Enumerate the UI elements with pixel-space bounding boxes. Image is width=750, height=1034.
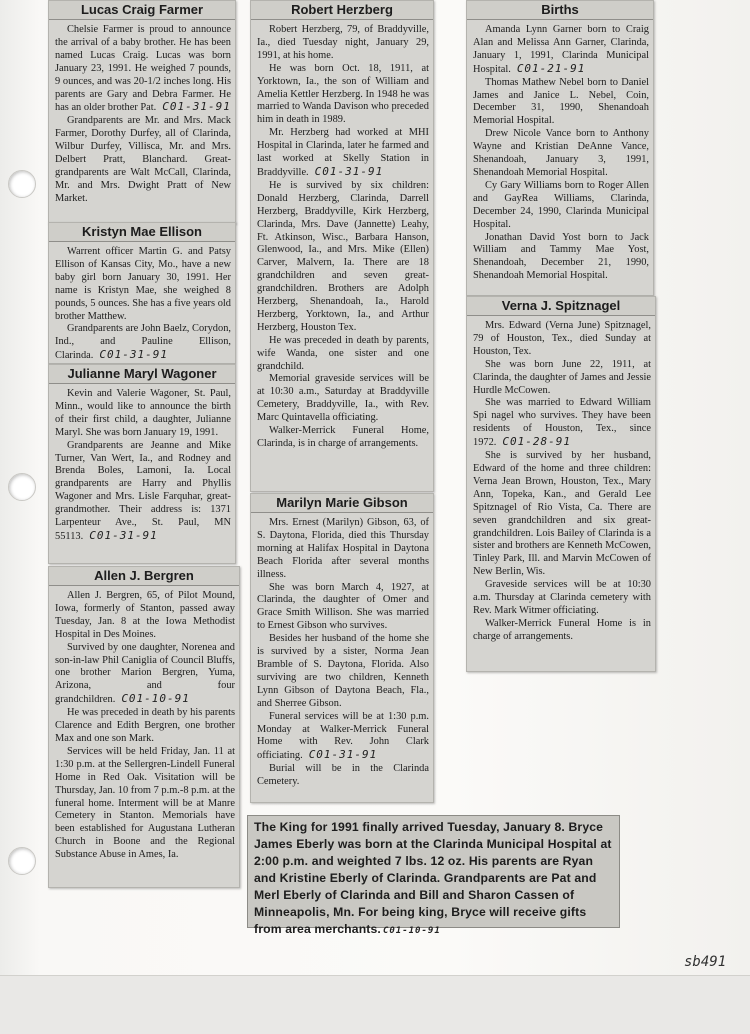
- robert-paragraph-1: Robert Herzberg, 79, of Braddyville, Ia., died Tuesday night, January 29, 1991, at his home.: [257, 24, 429, 61]
- robert-paragraph-7: Walker-Merrick Funeral Home, Clarinda, is in charge of arrangements.: [257, 425, 429, 449]
- lucas-farmer-clipping: [48, 0, 236, 224]
- allen-title: Allen J. Bergren: [49, 567, 239, 586]
- julianne-paragraph-1: Kevin and Valerie Wagoner, St. Paul, Minn., would like to announce the birth of their first child, a daughter, Julianne Maryl. She was born January 19, 1991.: [55, 388, 231, 438]
- binder-hole-middle: [8, 473, 36, 501]
- marilyn-paragraph-4: Funeral services will be at 1:30 p.m. Monday at Walker-Merrick Funeral Home with Rev. John Clark officiating. C01-31-91: [257, 710, 429, 762]
- binder-hole-bottom: [8, 847, 36, 875]
- binder-hole-top: [8, 170, 36, 198]
- allen-paragraph-4: Services will be held Friday, Jan. 11 at 1:30 p.m. at the Sellergren-Lindell Funeral Home in Red Oak. Visitation will be Thursday, Jan. 10 from 7 p.m.-8 p.m. at the funeral home. Interment will be at Manre Cemetery in Stanton. Memorials have been established for Augustana Lutheran Church in Boone and the Regional Substance Abuse in Ames, Ia.: [55, 745, 235, 861]
- births-paragraph-5: Jonathan David Yost born to Jack William and Tammy Mae Yost, Shenandoah, December 21, 1990, Shenandoah Memorial Hospital.: [473, 231, 649, 282]
- robert-paragraph-4: He is survived by six children: Donald Herzberg, Clarinda, Darrell Herzberg, Braddyville, Kirk Herzberg, Clarinda, Mrs. Dave (Jannette) Leahy, Ft. Atkinson, Wisc., Barbara Hanson, Glenwood, Ia., and Mrs. Mike (Ellen) Carver, Malvern, Ia. There are 18 grandchildren and seven great-grandchildren. Brothers are Adolph Herzberg, Shenandoah, Ia., Harold Herzberg, Yorktown, Ia., and Arthur Herzberg, Houston Tex.: [257, 179, 429, 333]
- lucas-title: Lucas Craig Farmer: [49, 1, 235, 20]
- archive-code-handwritten: sb491: [684, 954, 727, 970]
- verna-paragraph-1: Mrs. Edward (Verna June) Spitznagel, 79 of Houston, Tex., died Sunday at Houston, Tex.: [473, 320, 651, 357]
- births-paragraph-3: Drew Nicole Vance born to Anthony Wayne and Kristian DeAnne Vance, Shenandoah, January 3, 1991, Shenandoah Memorial Hospital.: [473, 128, 649, 178]
- births-handwritten-date: C01-21-91: [516, 61, 586, 75]
- births-clipping: [466, 0, 654, 296]
- robert-handwritten-date: C01-31-91: [314, 164, 384, 178]
- lucas-handwritten-date: C01-31-91: [162, 100, 231, 114]
- allen-bergren-clipping: [48, 566, 240, 888]
- verna-paragraph-3: She was married to Edward William Spi nagel who survives. They have been residents of Houston, Tex., since 1972. C01-28-91: [473, 397, 651, 449]
- julianne-wagoner-clipping: [48, 364, 236, 564]
- births-title: Births: [467, 1, 653, 20]
- robert-paragraph-6: Memorial graveside services will be at 10:30 a.m., Saturday at Braddyville Cemetery, Braddyville, Ia., with Rev. Marc Quintavella officiating.: [257, 373, 429, 424]
- marilyn-paragraph-2: She was born March 4, 1927, at Clarinda, the daughter of Omer and Grace Smith Willison. She was married to Ernest Gibson who survives.: [257, 581, 429, 632]
- verna-spitznagel-clipping: [466, 296, 656, 672]
- births-paragraph-4: Cy Gary Williams born to Roger Allen and GayRea Williams, Clarinda, December 24, 1990, Clarinda Municipal Hospital.: [473, 179, 649, 230]
- allen-paragraph-3: He was preceded in death by his parents Clarence and Edith Bergren, one brother Max and one son Mark.: [55, 707, 235, 744]
- verna-title: Verna J. Spitznagel: [467, 297, 655, 316]
- robert-paragraph-2: He was born Oct. 18, 1911, at Yorktown, Ia., the son of William and Amelia Kettler Herzberg. In 1948 he was married to Wanda Davison who preceded him in death in 1989.: [257, 62, 429, 126]
- scan-bottom-strip: [0, 975, 750, 1034]
- allen-paragraph-1: Allen J. Bergren, 65, of Pilot Mound, Iowa, formerly of Stanton, passed away Tuesday, Jan. 8 at the Iowa Methodist Hospital in Des Moines.: [55, 590, 235, 640]
- king-announcement-clipping: [247, 815, 620, 936]
- verna-paragraph-4: She is survived by her husband, Edward of the home and three children: Verna Jean Brown, Houston, Tex., Mary Ann, Topeka, Kan., and Gerald Lee Spitznagel of Rio Vista, Ca. There are seven grandchildren and six great-grandchildren. Lois Bailey of Clarinda is a sister and brothers are Kenneth McCowen, Tinley Park, Ill. and Marvin McCowen of New Berlin, Wis.: [473, 450, 651, 578]
- julianne-handwritten-date: C01-31-91: [89, 528, 158, 542]
- births-paragraph-2: Thomas Mathew Nebel born to Daniel James and Janice L. Nebel, Coin, December 31, 1990, Shenandoah Memorial Hospital.: [473, 76, 649, 127]
- robert-title: Robert Herzberg: [251, 1, 433, 20]
- lucas-paragraph-2: Grandparents are Mr. and Mrs. Mack Farmer, Dorothy Durfey, all of Clarinda, Wilbur Durfey, Villisca, Mr. and Mrs. Delbert Pratt, Blanchard. Great-grandparents are Walt McCall, Clarinda, Mr. and Mrs. Dwight Pratt of New Market.: [55, 115, 231, 204]
- king-announcement-text: The King for 1991 finally arrived Tuesday, January 8. Bryce James Eberly was born at the Clarinda Municipal Hospital at 2:00 p.m. and weighted 7 lbs. 12 oz. His parents are Ryan and Kristine Eberly of Clarinda. Grandparents are Pat and Merl Eberly of Clarinda and Bill and Sharon Cassen of Minneapolis, Mn. For being king, Bryce will receive gifts from area merchants. C01-10-91: [254, 820, 612, 936]
- births-paragraph-1: Amanda Lynn Garner born to Craig Alan and Melissa Ann Garner, Clarinda, January 1, 1991, Clarinda Municipal Hospital. C01-21-91: [473, 24, 649, 75]
- king-handwritten-date: C01-10-91: [382, 926, 441, 936]
- marilyn-handwritten-date: C01-31-91: [308, 748, 378, 762]
- allen-handwritten-date: C01-10-91: [121, 692, 190, 706]
- verna-paragraph-5: Graveside services will be at 10:30 a.m. Thursday at Clarinda cemetery with Rev. Mark Witmer officiating.: [473, 579, 651, 616]
- allen-paragraph-2: Survived by one daughter, Norenea and son-in-law Phil Caniglia of Council Bluffs, one brother Marion Bergren, Yuma, Arizona, and four grandchildren. C01-10-91: [55, 641, 235, 706]
- kristyn-title: Kristyn Mae Ellison: [49, 223, 235, 242]
- kristyn-paragraph-2: Grandparents are John Baelz, Corydon, Ind., and Pauline Ellison, Clarinda. C01-31-91: [55, 323, 231, 362]
- kristyn-handwritten-date: C01-31-91: [99, 348, 168, 362]
- marilyn-paragraph-1: Mrs. Ernest (Marilyn) Gibson, 63, of S. Daytona, Florida, died this Thursday morning at Halifax Hospital in Daytona Beach Florida after several months illness.: [257, 517, 429, 580]
- robert-herzberg-clipping: [250, 0, 434, 492]
- julianne-title: Julianne Maryl Wagoner: [49, 365, 235, 384]
- verna-paragraph-2: She was born June 22, 1911, at Clarinda, the daughter of James and Jessie Hurdle McCowen.: [473, 358, 651, 396]
- kristyn-paragraph-1: Warrent officer Martin G. and Patsy Ellison of Kansas City, Mo., have a new baby girl born January 30, 1991. Her name is Kristyn Mae, she weighed 8 pounds, 5 ounces. She has a five years old brother Matthew.: [55, 246, 231, 322]
- marilyn-title: Marilyn Marie Gibson: [251, 494, 433, 513]
- robert-paragraph-3: Mr. Herzberg had worked at MHI Hospital in Clarinda, later he farmed and last worked at Skelly Station in Braddyville. C01-31-91: [257, 127, 429, 178]
- verna-handwritten-date: C01-28-91: [502, 435, 571, 449]
- robert-paragraph-5: He was preceded in death by parents, wife Wanda, one sister and one grandchild.: [257, 334, 429, 372]
- verna-paragraph-6: Walker-Merrick Funeral Home is in charge of arrangements.: [473, 617, 651, 642]
- lucas-paragraph-1: Chelsie Farmer is proud to announce the arrival of a baby brother. He has been named Lucas Craig. Lucas was born January 23, 1991. He weighed 7 pounds, 9 ounces, and was 20-1/2 inches long. His parents are Gary and Debra Farmer. He has an older brother Pat. C01-31-91: [55, 24, 231, 114]
- julianne-paragraph-2: Grandparents are Jeanne and Mike Turner, Van Wert, Ia., and Rodney and Brenda Boles, Lamoni, Ia. Local grandparents are Harry and Phyllis Wagoner and Mrs. Lisle Farquhar, great-grandmother. Their address is: 1371 Larpenteur Ave., St. Paul, MN 55113. C01-31-91: [55, 439, 231, 542]
- marilyn-gibson-clipping: [250, 493, 434, 803]
- marilyn-paragraph-3: Besides her husband of the home she is survived by a sister, Norma Jean Bramble of S. Daytona, Florida. Also surviving are two children, Kenneth Lynn Gibson of Daytona Beach, Fla., and Sherree Gibson.: [257, 633, 429, 709]
- kristyn-ellison-clipping: [48, 222, 236, 364]
- marilyn-paragraph-5: Burial will be in the Clarinda Cemetery.: [257, 763, 429, 788]
